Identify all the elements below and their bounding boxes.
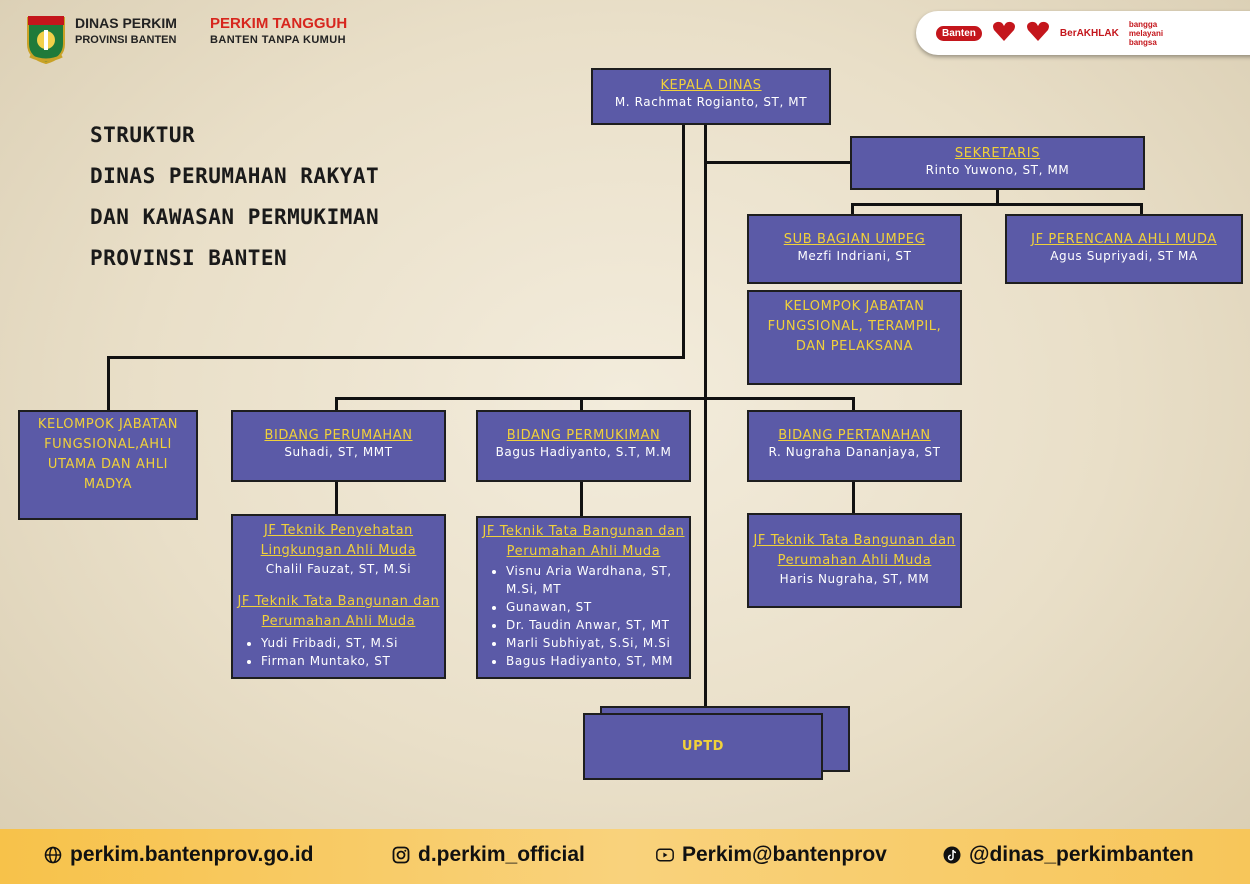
box-person: Agus Supriyadi, ST MA — [1050, 249, 1198, 263]
box-person: Mezfi Indriani, ST — [797, 249, 912, 263]
connector-jf-pertanahan — [852, 480, 855, 515]
tagline-line2: BANTEN TANPA KUMUH — [210, 34, 346, 46]
box-title: BIDANG PERTANAHAN — [778, 428, 931, 443]
box-uptd — [583, 713, 823, 780]
box-jf-pertanahan — [747, 513, 962, 608]
connector-sekretaris — [704, 161, 851, 164]
box-person: Suhadi, ST, MMT — [284, 445, 393, 459]
box-text: KELOMPOK JABATAN FUNGSIONAL, TERAMPIL, DAN PELAKSANA — [767, 299, 942, 354]
list-item: • Firman Muntako, ST — [261, 652, 440, 670]
connector-kelompok-ahli — [107, 356, 110, 411]
berakhlak-badge: BerAKHLAK — [1059, 27, 1119, 39]
youtube-icon — [656, 846, 674, 864]
list-item: • Bagus Hadiyanto, ST, MM — [506, 652, 685, 670]
youtube-handle[interactable]: Perkim@bantenprov — [682, 843, 887, 866]
box-title: SUB BAGIAN UMPEG — [783, 232, 926, 247]
list-item: • Marli Subhiyat, S.Si, M.Si — [506, 634, 685, 652]
org-name-line1: DINAS PERKIM — [75, 15, 177, 31]
box-kelompok-ahli — [18, 410, 198, 520]
title-line: PROVINSI BANTEN — [90, 246, 288, 270]
box-text: KELOMPOK JABATAN FUNGSIONAL,AHLI UTAMA DAN AHLI MADYA — [37, 417, 179, 492]
box-title: KEPALA DINAS — [660, 78, 762, 93]
footer-instagram[interactable] — [392, 843, 585, 867]
globe-icon — [44, 846, 62, 864]
instagram-handle[interactable]: d.perkim_official — [418, 843, 585, 866]
connector-left-vertical — [682, 124, 685, 359]
chart-title — [90, 115, 379, 279]
box-sub-bagian-umpeg — [747, 214, 962, 284]
box-text: UPTD — [681, 739, 725, 754]
heart-logo-icon — [992, 20, 1016, 46]
box-person: Haris Nugraha, ST, MM — [779, 572, 930, 586]
connector-main-vertical — [704, 124, 707, 706]
box-title: BIDANG PERUMAHAN — [264, 428, 413, 443]
box-jf-permukiman — [476, 516, 691, 679]
person-list — [482, 562, 685, 670]
title-line: STRUKTUR — [90, 123, 196, 147]
connector-bidang-horizontal — [335, 397, 855, 400]
banten-seal-logo — [24, 14, 68, 64]
box-person: Chalil Fauzat, ST, M.Si — [265, 562, 412, 576]
connector-jf-permukiman — [580, 480, 583, 517]
footer-tiktok[interactable] — [943, 843, 1194, 867]
box-kelompok-terampil — [747, 290, 962, 385]
org-name-line2: PROVINSI BANTEN — [75, 34, 177, 46]
box-title: JF Teknik Tata Bangunan dan Perumahan Ahli Muda — [482, 524, 685, 559]
website-link[interactable]: perkim.bantenprov.go.id — [70, 843, 314, 866]
org-name — [75, 15, 177, 49]
box-jf-perumahan — [231, 514, 446, 679]
box-kepala-dinas — [591, 68, 831, 125]
banten-badge: Banten — [936, 26, 982, 41]
box-person: Rinto Yuwono, ST, MM — [925, 163, 1070, 177]
list-item: • Dr. Taudin Anwar, ST, MT — [506, 616, 685, 634]
box-title: JF Teknik Penyehatan Lingkungan Ahli Muda — [260, 523, 417, 558]
instagram-icon — [392, 846, 410, 864]
connector-sekretaris-branch — [851, 203, 1142, 206]
title-line: DINAS PERUMAHAN RAKYAT — [90, 164, 380, 188]
box-title: SEKRETARIS — [954, 146, 1041, 161]
box-sekretaris — [850, 136, 1145, 190]
footer-youtube[interactable] — [656, 843, 887, 867]
box-jf-perencana — [1005, 214, 1243, 284]
footer-website[interactable] — [44, 843, 313, 867]
box-title: BIDANG PERMUKIMAN — [506, 428, 661, 443]
box-title: JF PERENCANA AHLI MUDA — [1031, 232, 1217, 247]
box-title: JF Teknik Tata Bangunan dan Perumahan Ahli Muda — [753, 533, 956, 568]
heart-logo-icon — [1026, 20, 1050, 46]
list-item: • Yudi Fribadi, ST, M.Si — [261, 634, 440, 652]
bangga-badge: bangga melayani bangsa — [1128, 19, 1164, 47]
list-item: • Gunawan, ST — [506, 598, 685, 616]
tagline-line1: PERKIM TANGGUH — [210, 15, 348, 32]
box-person: Bagus Hadiyanto, S.T, M.M — [495, 445, 672, 459]
list-item: • Visnu Aria Wardhana, ST, M.Si, MT — [506, 562, 685, 598]
box-bidang-permukiman — [476, 410, 691, 482]
box-person: R. Nugraha Dananjaya, ST — [768, 445, 941, 459]
connector-jf-perumahan — [335, 480, 338, 516]
tiktok-icon — [943, 846, 961, 864]
tiktok-handle[interactable]: @dinas_perkimbanten — [969, 843, 1194, 866]
tagline — [210, 15, 347, 49]
box-bidang-perumahan — [231, 410, 446, 482]
box-bidang-pertanahan — [747, 410, 962, 482]
box-person: M. Rachmat Rogianto, ST, MT — [614, 95, 808, 109]
connector-left-horizontal — [107, 356, 685, 359]
title-line: DAN KAWASAN PERMUKIMAN — [90, 205, 380, 229]
badge-strip — [916, 11, 1250, 55]
person-list — [237, 634, 440, 670]
box-title: JF Teknik Tata Bangunan dan Perumahan Ahli Muda — [237, 594, 440, 629]
